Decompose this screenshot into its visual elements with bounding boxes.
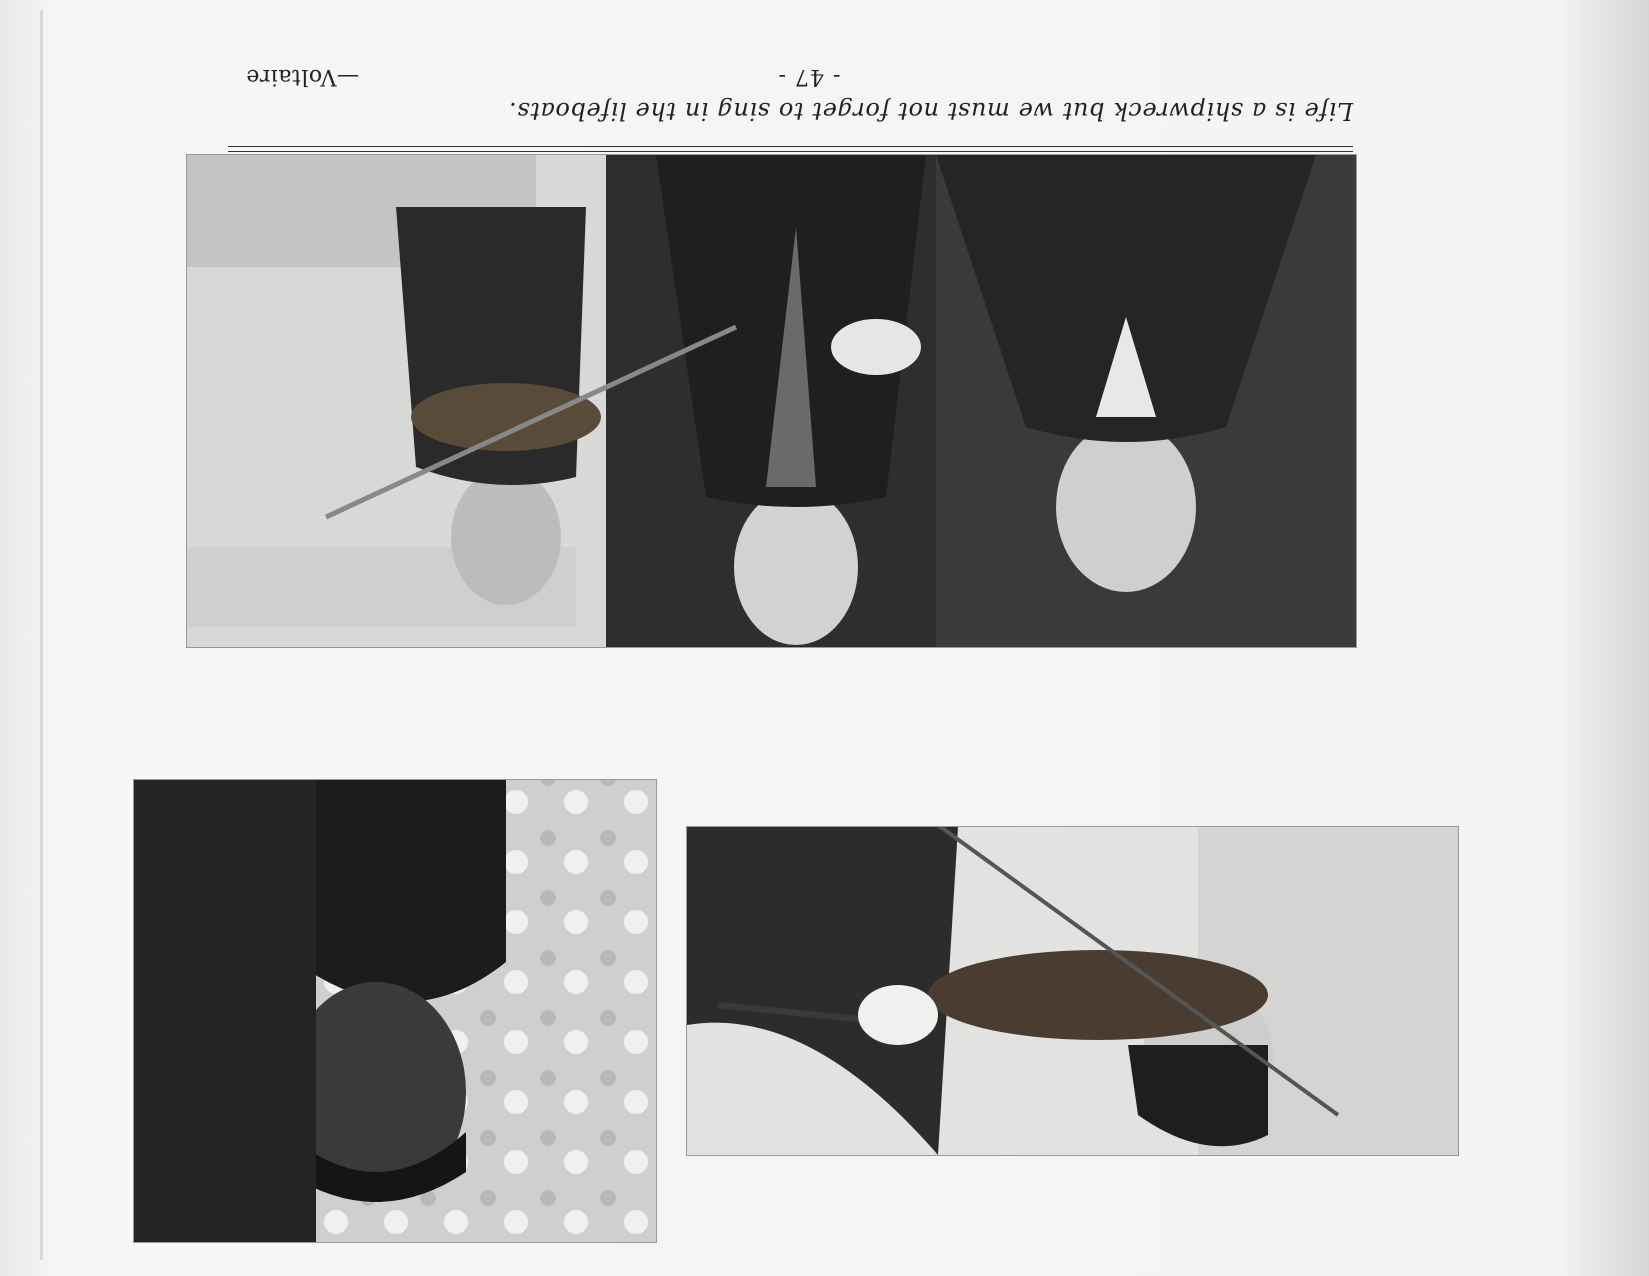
photo-group-image — [187, 155, 1356, 647]
page-number: - 47 - — [777, 64, 841, 89]
photo-speaker-image — [134, 780, 656, 1242]
photo-violinist-image — [687, 827, 1458, 1155]
epigraph-quote: Life is a shipwreck but we must not forget to sing in the lifeboats. — [508, 97, 1353, 125]
photo-group-with-violinist — [186, 154, 1357, 648]
epigraph-attribution: —Voltaire — [245, 64, 359, 89]
rule-bottom — [228, 146, 1353, 147]
rule-top — [228, 151, 1353, 152]
photo-speaker-closeup — [133, 779, 657, 1243]
photo-young-violinist — [686, 826, 1459, 1156]
